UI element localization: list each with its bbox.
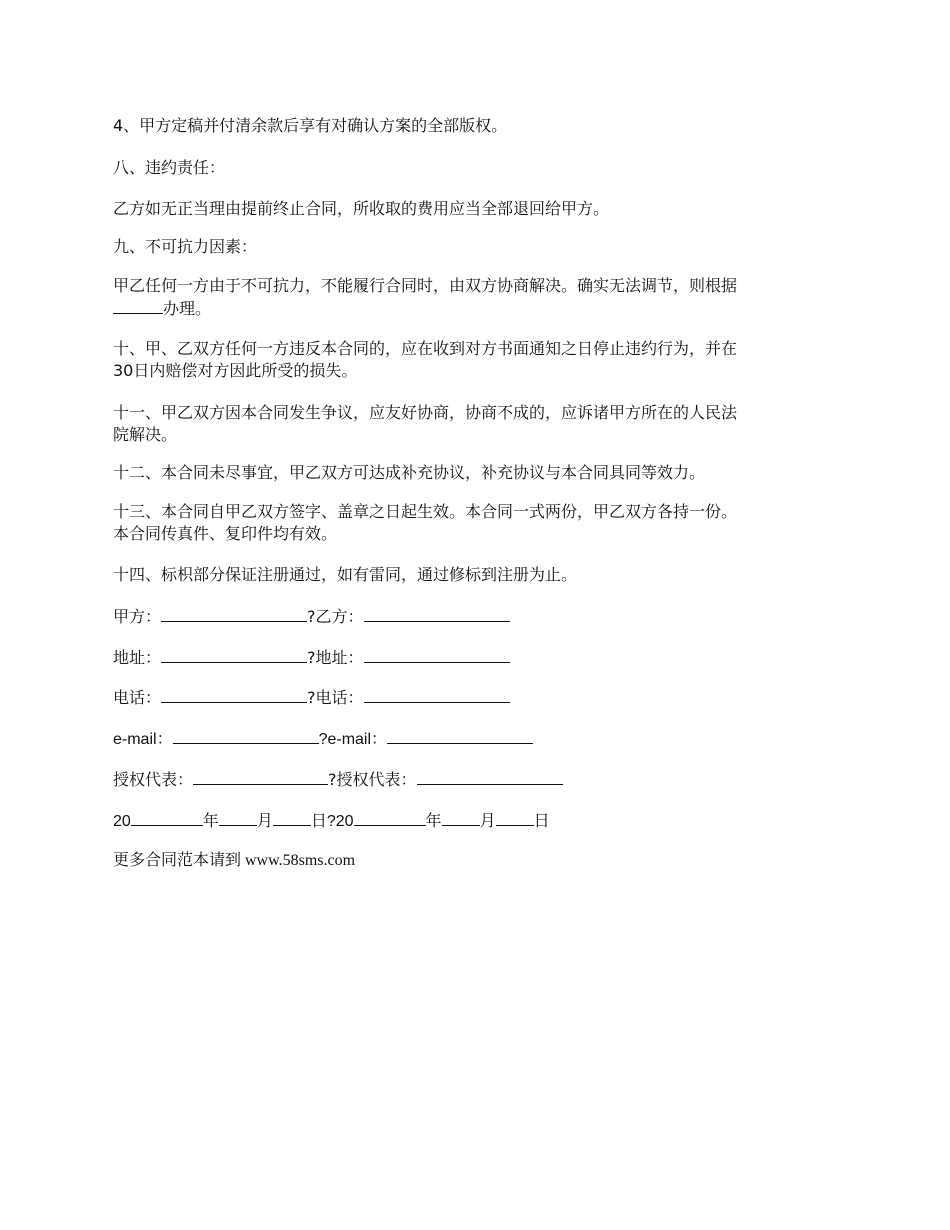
- section-10-line1: 十、甲、乙双方任何一方违反本合同的，应在收到对方书面通知之日停止违约行为，并在: [113, 339, 738, 358]
- section-11-line1: 十一、甲乙双方因本合同发生争议，应友好协商，协商不成的，应诉诸甲方所在的人民法: [113, 403, 738, 422]
- date-a-year-prefix: 20: [113, 813, 131, 830]
- address-b-label: ?地址：: [307, 648, 364, 667]
- date-b-day-blank: [496, 809, 534, 826]
- email-a-label: e-mail：: [113, 731, 173, 748]
- date-b-year-blank: [354, 809, 426, 826]
- party-b-label: ?乙方：: [307, 607, 364, 626]
- section-9-body-line1: 甲乙任何一方由于不可抗力，不能履行合同时，由双方协商解决。确实无法调节，则根据: [113, 276, 738, 295]
- section-10-line2: 30日内赔偿对方因此所受的损失。: [113, 361, 358, 380]
- phone-a-blank: [161, 686, 307, 703]
- section-12: 十二、本合同未尽事宜，甲乙双方可达成补充协议，补充协议与本合同具同等效力。: [113, 463, 706, 482]
- date-b-day-label: 日: [533, 813, 550, 830]
- party-a-label: 甲方：: [113, 607, 162, 626]
- date-a-month-label: 月: [256, 813, 273, 830]
- date-b-month-blank: [442, 809, 480, 826]
- section-9-title: 九、不可抗力因素：: [113, 237, 258, 256]
- email-b-blank: [387, 727, 533, 744]
- address-a-blank: [161, 646, 307, 663]
- address-a-label: 地址：: [113, 648, 162, 667]
- section-9-body-suffix: 办理。: [163, 299, 212, 318]
- blank-line: [113, 297, 163, 314]
- date-row: [113, 809, 843, 833]
- section-14: 十四、标枳部分保证注册通过，如有雷同，通过修标到注册为止。: [113, 565, 578, 584]
- email-b-label: ?e-mail：: [318, 731, 388, 748]
- representative-row: [113, 768, 843, 791]
- phone-b-blank: [364, 686, 510, 703]
- phone-row: [113, 686, 843, 709]
- date-b-year-prefix: ?20: [326, 813, 354, 830]
- rep-b-blank: [417, 768, 563, 785]
- email-a-blank: [173, 727, 319, 744]
- email-row: [113, 727, 843, 751]
- date-a-day-blank: [273, 809, 311, 826]
- date-a-year-blank: [131, 809, 203, 826]
- rep-a-label: 授权代表：: [113, 770, 194, 789]
- date-a-year-label: 年: [202, 813, 219, 830]
- footer-note: 更多合同范本请到 www.58sms.com: [113, 852, 356, 869]
- address-row: [113, 646, 843, 669]
- section-9-body-line2: [113, 297, 843, 320]
- section-8-body: 乙方如无正当理由提前终止合同，所收取的费用应当全部退回给甲方。: [113, 199, 610, 218]
- party-row: [113, 605, 843, 628]
- date-b-month-label: 月: [479, 813, 496, 830]
- phone-a-label: 电话：: [113, 688, 162, 707]
- address-b-blank: [364, 646, 510, 663]
- party-a-blank: [161, 605, 307, 622]
- date-a-day-label: 日: [310, 813, 327, 830]
- clause-4: 4、甲方定稿并付清余款后享有对确认方案的全部版权。: [113, 116, 508, 135]
- phone-b-label: ?电话：: [307, 688, 364, 707]
- date-b-year-label: 年: [425, 813, 442, 830]
- section-13-line1: 十三、本合同自甲乙双方签字、盖章之日起生效。本合同一式两份，甲乙双方各持一份。: [113, 502, 738, 521]
- section-11-line2: 院解决。: [113, 425, 178, 444]
- party-b-blank: [364, 605, 510, 622]
- section-8-title: 八、违约责任：: [113, 158, 226, 177]
- section-13-line2: 本合同传真件、复印件均有效。: [113, 524, 338, 543]
- date-a-month-blank: [219, 809, 257, 826]
- rep-b-label: ?授权代表：: [328, 770, 417, 789]
- rep-a-blank: [193, 768, 328, 785]
